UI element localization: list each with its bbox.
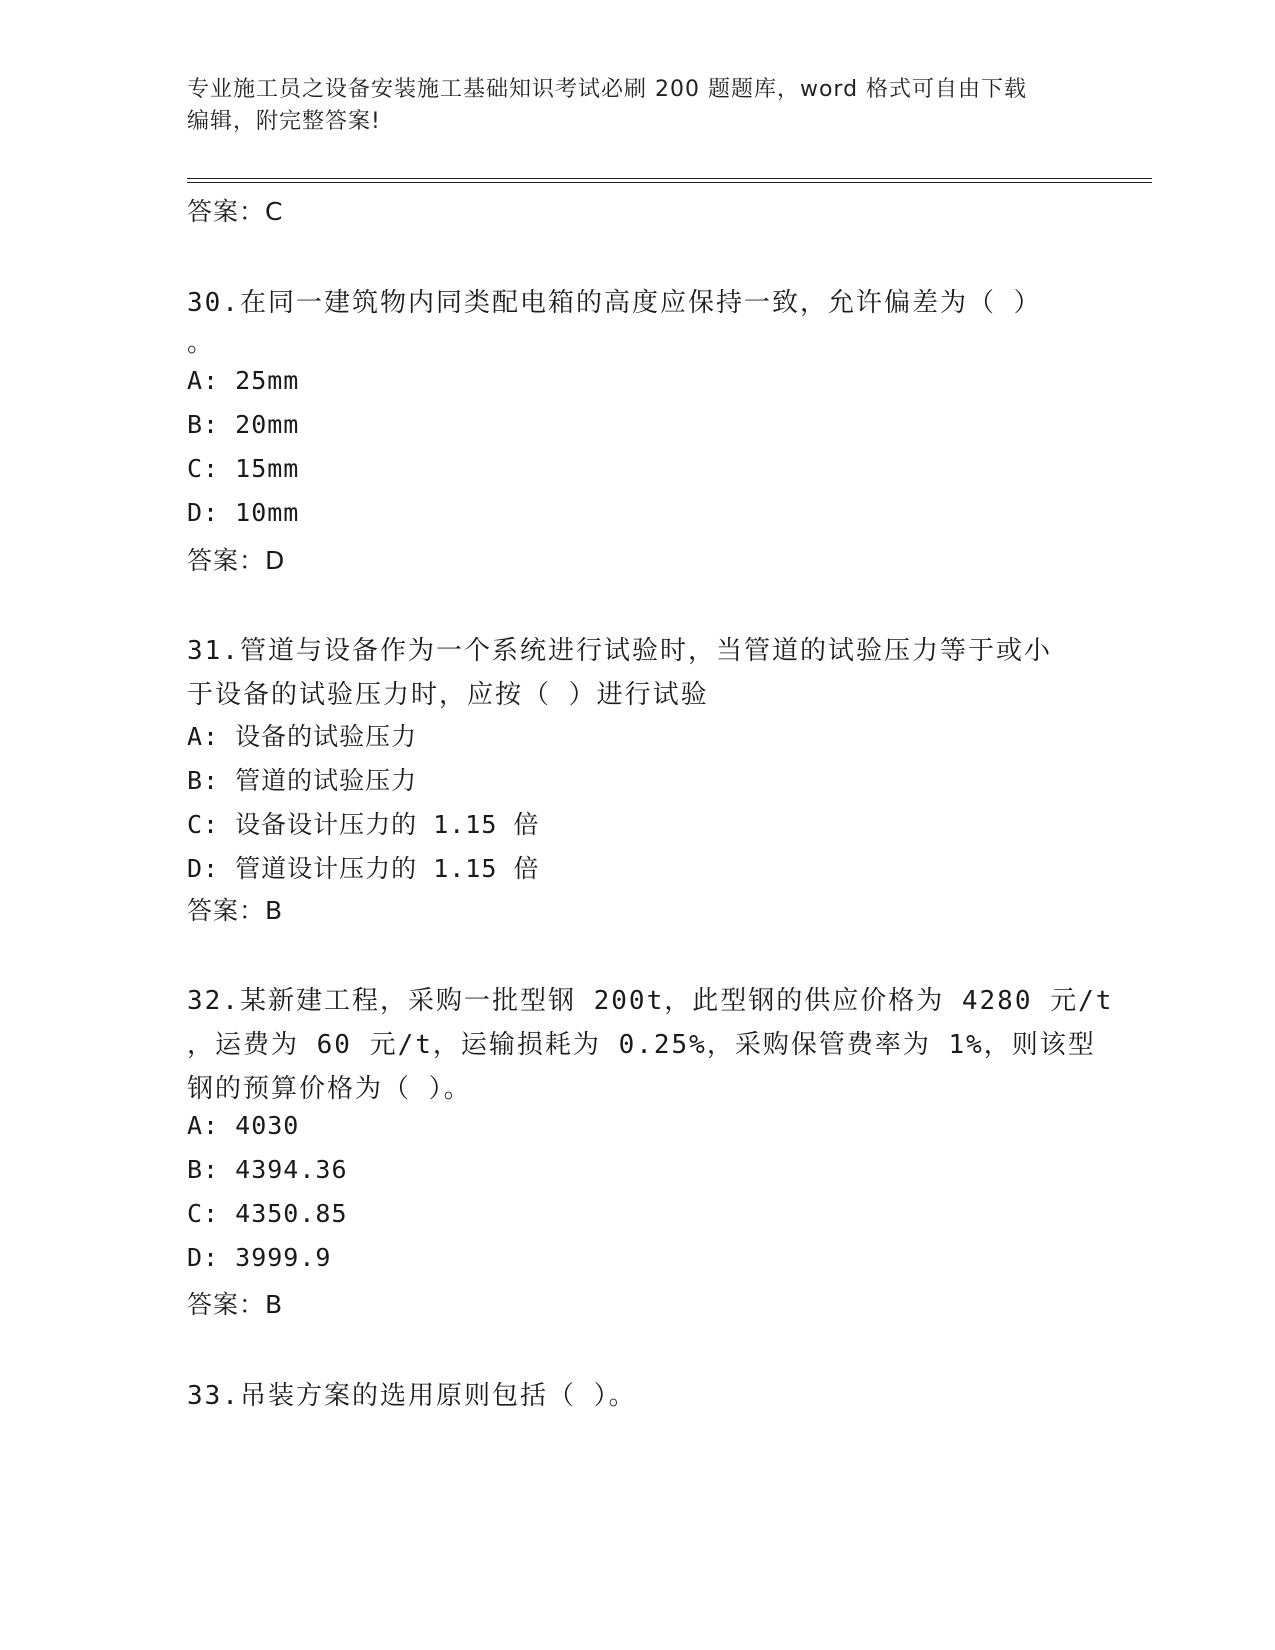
answer-q30: 答案：D	[187, 546, 286, 575]
question-31-option-c: C: 设备设计压力的 1.15 倍	[187, 810, 540, 839]
header-line-2: 编辑，附完整答案!	[187, 109, 381, 134]
question-32-option-d: D: 3999.9	[187, 1243, 332, 1272]
question-30-option-d: D: 10mm	[187, 498, 300, 527]
question-33-line-1: 33.吊装方案的选用原则包括（ ）。	[187, 1381, 637, 1411]
question-31-option-d: D: 管道设计压力的 1.15 倍	[187, 854, 540, 883]
question-30-line-2: 。	[187, 328, 216, 358]
question-32-option-b: B: 4394.36	[187, 1155, 348, 1184]
question-31-option-b: B: 管道的试验压力	[187, 766, 418, 795]
question-30-option-a: A: 25mm	[187, 366, 300, 395]
header-rule-top	[187, 178, 1152, 179]
question-30-option-b: B: 20mm	[187, 410, 300, 439]
question-32-option-c: C: 4350.85	[187, 1199, 348, 1228]
answer-q31: 答案：B	[187, 896, 284, 925]
document-header	[187, 74, 1087, 138]
question-31-option-a: A: 设备的试验压力	[187, 722, 418, 751]
question-32-line-2: ，运费为 60 元/t，运输损耗为 0.25%，采购保管费率为 1%，则该型	[187, 1030, 1096, 1060]
header-line-1: 专业施工员之设备安装施工基础知识考试必刷 200 题题库，word 格式可自由下载	[187, 77, 1028, 102]
question-31-line-2: 于设备的试验压力时，应按（ ）进行试验	[187, 680, 709, 710]
question-32-line-1: 32.某新建工程，采购一批型钢 200t，此型钢的供应价格为 4280 元/t	[187, 986, 1114, 1016]
question-32-option-a: A: 4030	[187, 1111, 300, 1140]
answer-q32: 答案：B	[187, 1290, 284, 1319]
question-31-line-1: 31.管道与设备作为一个系统进行试验时，当管道的试验压力等于或小	[187, 636, 1052, 666]
answer-q29: 答案：C	[187, 197, 284, 226]
header-rule-bottom	[187, 182, 1152, 183]
question-30-option-c: C: 15mm	[187, 454, 300, 483]
question-32-line-3: 钢的预算价格为（ ）。	[187, 1074, 472, 1104]
question-30-line-1: 30.在同一建筑物内同类配电箱的高度应保持一致，允许偏差为（ ）	[187, 288, 1042, 318]
